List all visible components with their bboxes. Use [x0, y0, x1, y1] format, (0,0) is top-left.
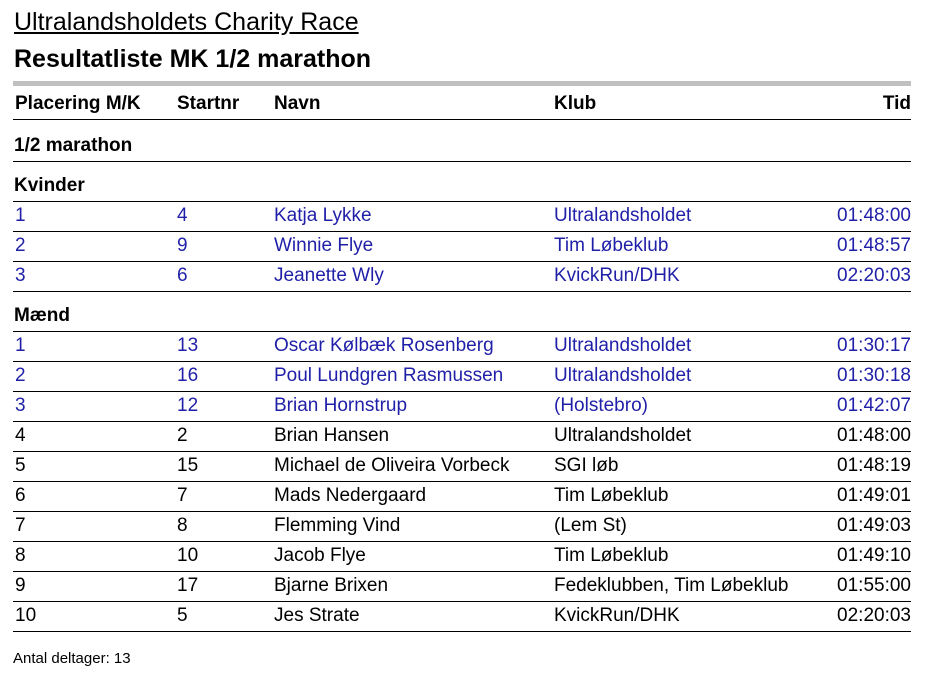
- cell-startnr: 2: [177, 425, 188, 446]
- cell-startnr: 12: [177, 395, 199, 416]
- table-row: [13, 362, 911, 392]
- cell-place: 1: [15, 205, 26, 226]
- cell-name: Jacob Flye: [274, 545, 366, 566]
- cell-club: Tim Løbeklub: [554, 545, 669, 566]
- race-label: 1/2 marathon: [14, 135, 133, 156]
- cell-club: KvickRun/DHK: [554, 605, 680, 626]
- cell-place: 6: [15, 485, 26, 506]
- cell-club: Ultralandsholdet: [554, 205, 692, 226]
- cell-startnr: 5: [177, 605, 188, 626]
- cell-time: 02:20:03: [837, 265, 911, 286]
- table-row: [13, 512, 911, 542]
- table-row: [13, 262, 911, 292]
- cell-time: 01:48:57: [837, 235, 911, 256]
- cell-time: 01:55:00: [837, 575, 911, 596]
- cell-startnr: 13: [177, 335, 199, 356]
- table-row: [13, 202, 911, 232]
- participant-count: Antal deltager: 13: [13, 650, 131, 667]
- cell-place: 10: [15, 605, 37, 626]
- cell-place: 2: [15, 365, 26, 386]
- column-header-time: Tid: [882, 93, 911, 114]
- cell-time: 01:48:00: [837, 425, 911, 446]
- cell-time: 01:30:18: [837, 365, 911, 386]
- cell-startnr: 10: [177, 545, 199, 566]
- table-header-row: [13, 90, 911, 120]
- cell-place: 1: [15, 335, 26, 356]
- cell-name: Jeanette Wly: [274, 265, 384, 286]
- cell-club: (Lem St): [554, 515, 627, 536]
- table-row: [13, 392, 911, 422]
- cell-name: Oscar Kølbæk Rosenberg: [274, 335, 494, 356]
- cell-name: Brian Hansen: [274, 425, 390, 446]
- list-title: Resultatliste MK 1/2 marathon: [14, 45, 372, 73]
- cell-place: 9: [15, 575, 26, 596]
- cell-place: 3: [15, 395, 26, 416]
- cell-name: Bjarne Brixen: [274, 575, 389, 596]
- table-row: [13, 602, 911, 632]
- cell-time: 01:48:00: [837, 205, 911, 226]
- cell-name: Brian Hornstrup: [274, 395, 408, 416]
- group-label: Kvinder: [14, 175, 85, 196]
- cell-club: Ultralandsholdet: [554, 335, 692, 356]
- group-header-women: [13, 172, 911, 202]
- cell-startnr: 17: [177, 575, 199, 596]
- cell-name: Michael de Oliveira Vorbeck: [274, 455, 510, 476]
- cell-startnr: 7: [177, 485, 188, 506]
- cell-time: 01:30:17: [837, 335, 911, 356]
- cell-place: 2: [15, 235, 26, 256]
- column-header-name: Navn: [274, 93, 321, 114]
- cell-club: SGI løb: [554, 455, 619, 476]
- table-row: [13, 232, 911, 262]
- cell-name: Flemming Vind: [274, 515, 401, 536]
- cell-club: Fedeklubben, Tim Løbeklub: [554, 575, 789, 596]
- cell-startnr: 4: [177, 205, 188, 226]
- cell-club: Ultralandsholdet: [554, 425, 692, 446]
- cell-club: Ultralandsholdet: [554, 365, 692, 386]
- event-title: Ultralandsholdets Charity Race: [14, 8, 359, 36]
- cell-time: 01:42:07: [837, 395, 911, 416]
- cell-name: Jes Strate: [274, 605, 360, 626]
- cell-name: Winnie Flye: [274, 235, 374, 256]
- cell-place: 4: [15, 425, 26, 446]
- table-row: [13, 332, 911, 362]
- cell-name: Mads Nedergaard: [274, 485, 427, 506]
- cell-startnr: 9: [177, 235, 188, 256]
- column-header-place: Placering M/K: [15, 93, 141, 114]
- table-row: [13, 482, 911, 512]
- cell-startnr: 6: [177, 265, 188, 286]
- cell-name: Poul Lundgren Rasmussen: [274, 365, 504, 386]
- cell-place: 8: [15, 545, 26, 566]
- table-row: [13, 452, 911, 482]
- cell-place: 3: [15, 265, 26, 286]
- cell-time: 01:48:19: [837, 455, 911, 476]
- cell-time: 02:20:03: [837, 605, 911, 626]
- cell-club: Tim Løbeklub: [554, 235, 669, 256]
- table-row: [13, 542, 911, 572]
- cell-startnr: 16: [177, 365, 199, 386]
- group-label: Mænd: [14, 305, 70, 326]
- cell-club: Tim Løbeklub: [554, 485, 669, 506]
- cell-club: KvickRun/DHK: [554, 265, 680, 286]
- column-header-startnr: Startnr: [177, 93, 240, 114]
- cell-club: (Holstebro): [554, 395, 648, 416]
- cell-startnr: 8: [177, 515, 188, 536]
- table-row: [13, 422, 911, 452]
- cell-time: 01:49:01: [837, 485, 911, 506]
- cell-time: 01:49:03: [837, 515, 911, 536]
- column-header-club: Klub: [554, 93, 597, 114]
- cell-place: 7: [15, 515, 26, 536]
- top-rule: [13, 81, 911, 86]
- cell-name: Katja Lykke: [274, 205, 372, 226]
- race-section-row: [13, 132, 911, 162]
- cell-place: 5: [15, 455, 26, 476]
- cell-startnr: 15: [177, 455, 199, 476]
- table-row: [13, 572, 911, 602]
- group-header-men: [13, 302, 911, 332]
- cell-time: 01:49:10: [837, 545, 911, 566]
